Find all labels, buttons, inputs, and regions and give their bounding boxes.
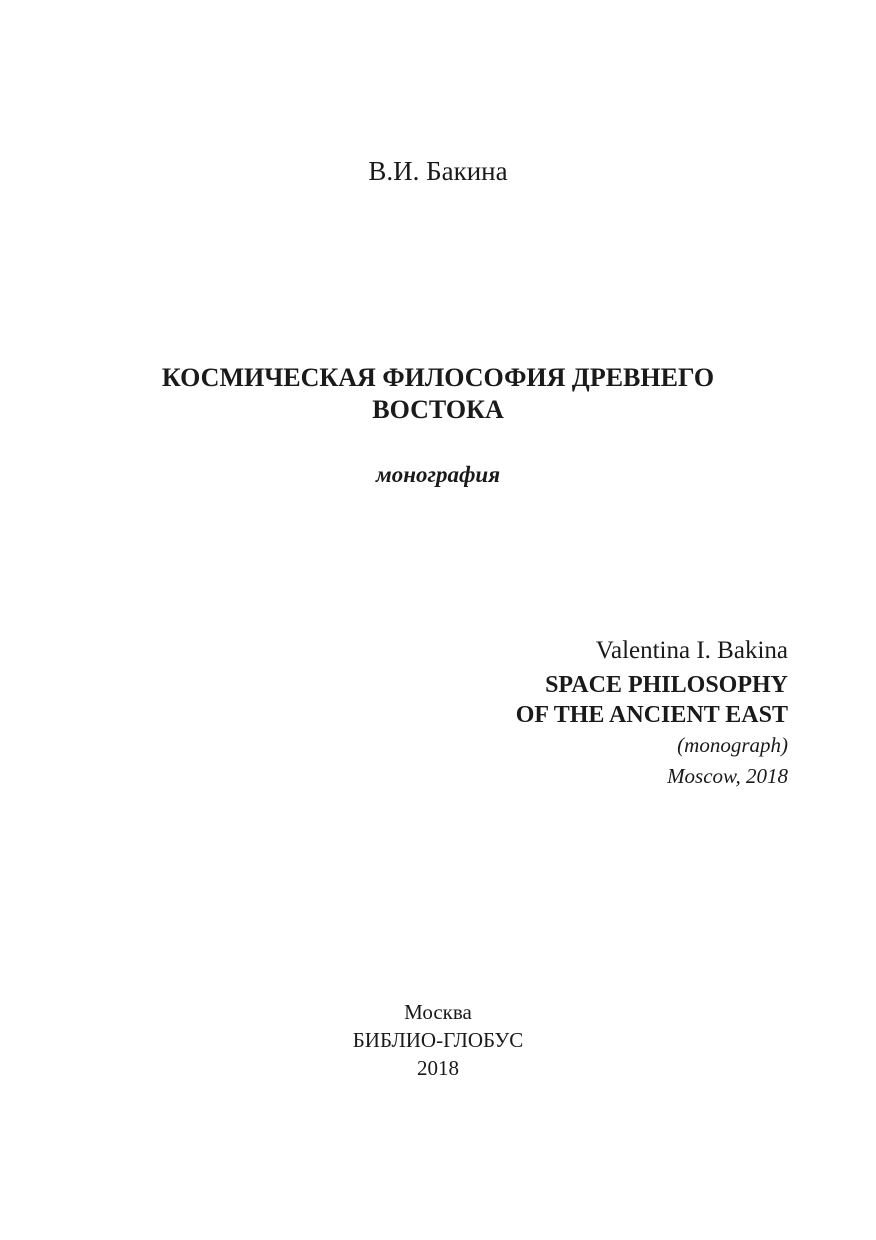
english-title-block: [516, 636, 788, 792]
imprint-publisher: БИБЛИО-ГЛОБУС: [352, 1028, 524, 1052]
book-title-ru-line2: ВОСТОКА: [372, 395, 504, 424]
book-title-en-line1: SPACE PHILOSOPHY: [545, 672, 788, 698]
genre-en: (monograph): [677, 733, 788, 757]
book-title-en: [516, 670, 788, 730]
imprint-city: Москва: [404, 1000, 472, 1024]
genre-ru: монография: [375, 462, 501, 487]
author-name-ru: В.И. Бакина: [368, 156, 508, 186]
imprint-year: 2018: [417, 1056, 459, 1080]
book-title-en-line2: OF THE ANCIENT EAST: [515, 702, 788, 728]
book-title-ru-line1: КОСМИЧЕСКАЯ ФИЛОСОФИЯ ДРЕВНЕГО: [161, 363, 715, 392]
book-title-ru: [0, 362, 876, 426]
place-year-en: Moscow, 2018: [667, 764, 788, 788]
author-name-en: Valentina I. Bakina: [595, 637, 788, 664]
imprint: [0, 998, 876, 1082]
